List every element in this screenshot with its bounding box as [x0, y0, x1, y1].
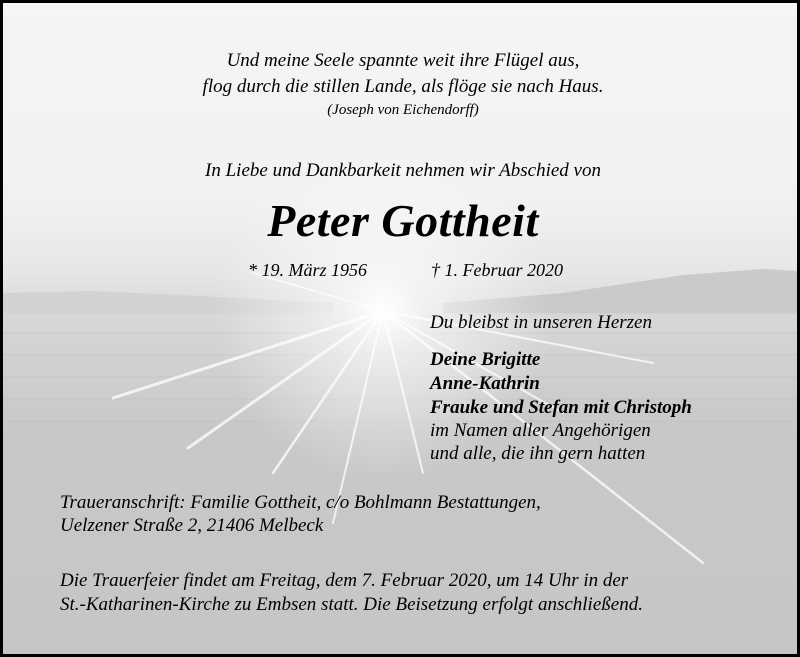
quote-line-2: flog durch die stillen Lande, als flöge sie nach Haus. — [202, 76, 604, 97]
address-line-2: Uelzener Straße 2, 21406 Melbeck — [60, 515, 324, 536]
closing-line: Du bleibst in unseren Herzen — [430, 312, 652, 333]
mourner-name: Anne-Kathrin — [430, 373, 540, 394]
quote-line-1: Und meine Seele spannte weit ihre Flügel aus, — [226, 50, 580, 71]
deceased-name: Peter Gottheit — [267, 195, 539, 246]
address-line-1: Traueranschrift: Familie Gottheit, c/o Bohlmann Bestattungen, — [60, 492, 541, 513]
intro-text: In Liebe und Dankbarkeit nehmen wir Abschied von — [205, 160, 601, 181]
service-line-1: Die Trauerfeier findet am Freitag, dem 7. Februar 2020, um 14 Uhr in der — [60, 570, 629, 591]
relatives-line: und alle, die ihn gern hatten — [430, 443, 646, 464]
service-line-2: St.-Katharinen-Kirche zu Embsen statt. Die Beisetzung erfolgt anschließend. — [60, 594, 643, 615]
relatives-line: im Namen aller Angehörigen — [430, 420, 651, 441]
mourner-name: Deine Brigitte — [430, 349, 541, 370]
mourner-name: Frauke und Stefan mit Christoph — [430, 397, 692, 418]
death-date: † 1. Februar 2020 — [431, 260, 563, 280]
quote-author: (Joseph von Eichendorff) — [327, 102, 479, 118]
birth-date: * 19. März 1956 — [248, 260, 368, 280]
